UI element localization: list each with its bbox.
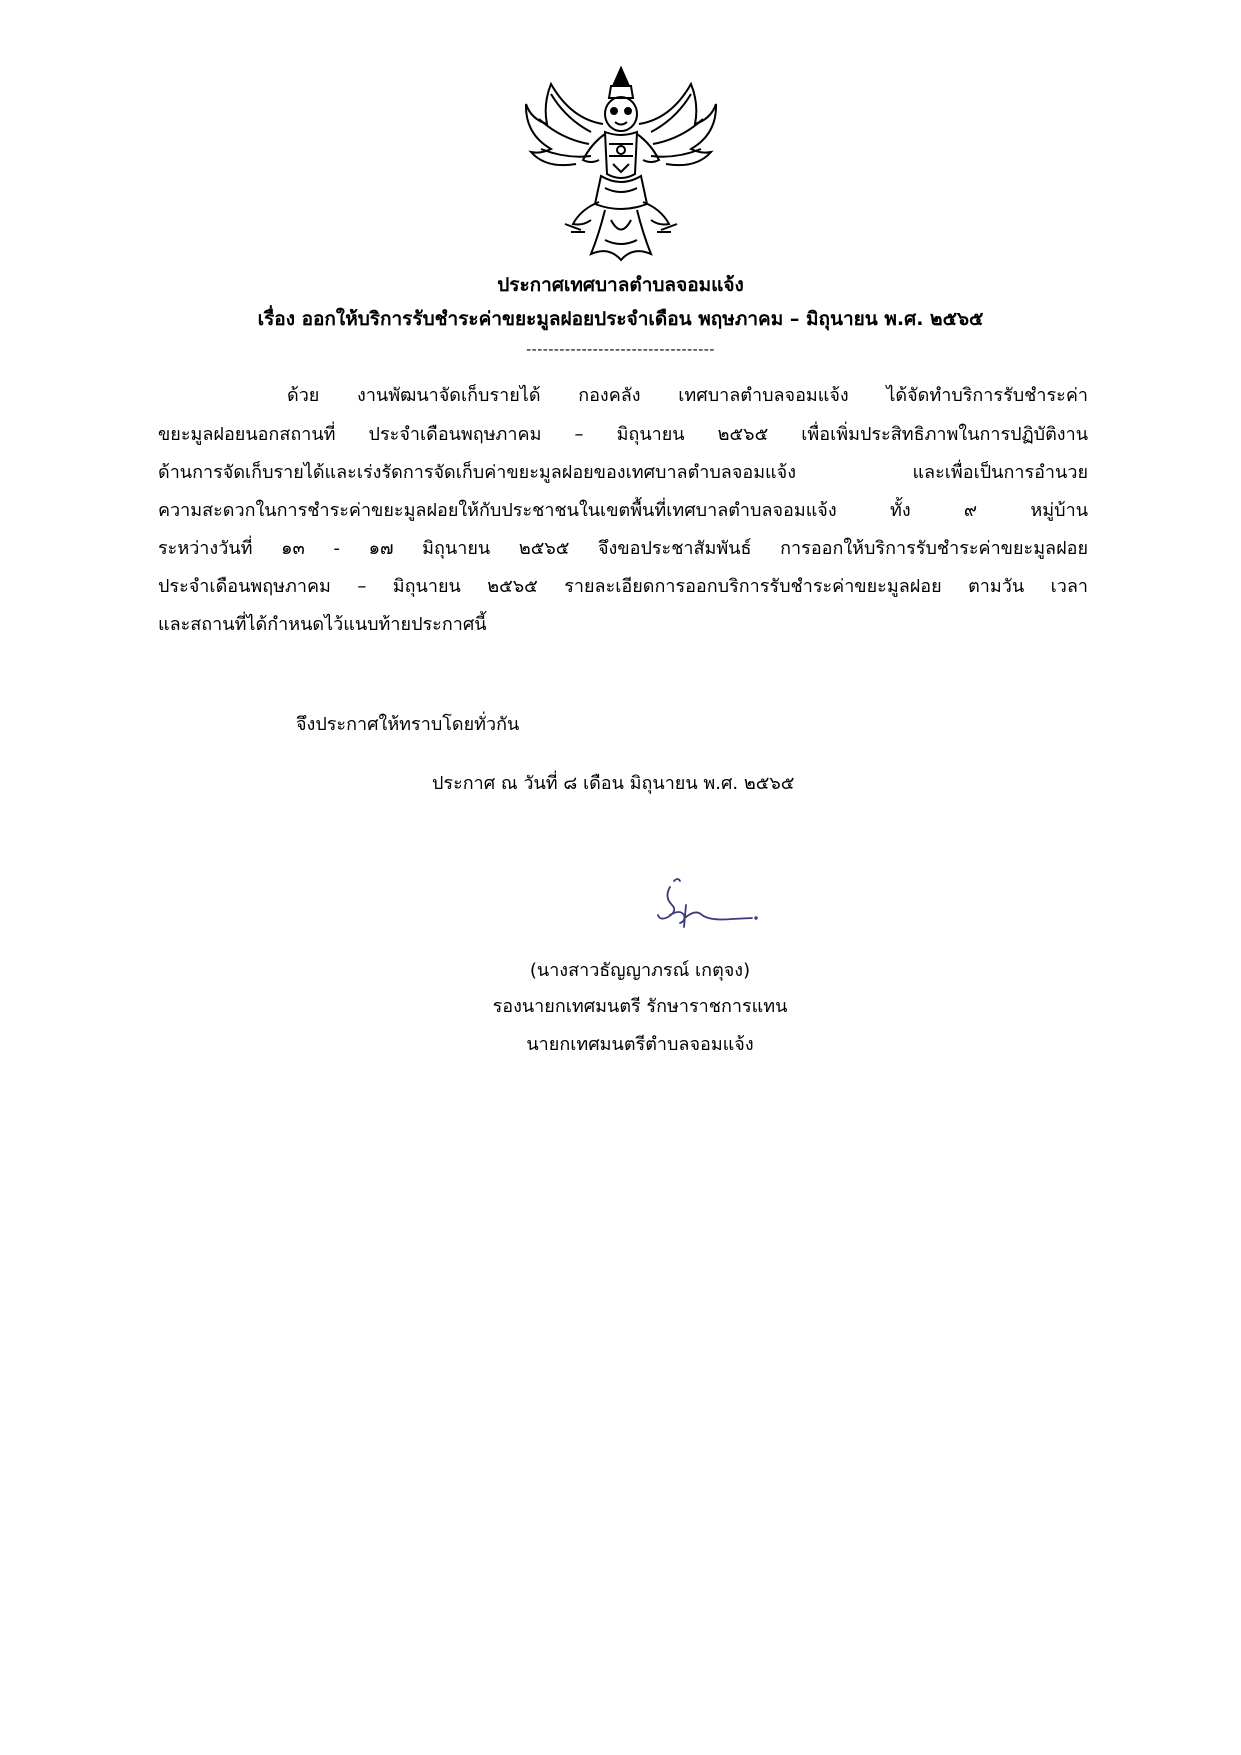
handwritten-signature [640,875,760,943]
announcement-text: จึงประกาศให้ทราบโดยทั่วกัน [296,714,520,735]
document-title: ประกาศเทศบาลตำบลจอมแจ้ง [497,274,744,296]
body-line: ความสะดวกในการชำระค่าขยะมูลฝอยให้กับประชาชนในเขตพื้นที่เทศบาลตำบลจอมแจ้ง ทั้ง ๙ หมู่บ้าน [158,500,1088,521]
garuda-emblem-icon [521,64,721,264]
body-line: ด้วย งานพัฒนาจัดเก็บรายได้ กองคลัง เทศบาลตำบลจอมแจ้ง ได้จัดทำบริการรับชำระค่า [287,385,1088,406]
signatory-name: (นางสาวธัญญาภรณ์ เกตุจง) [529,960,751,981]
announcement-date: ประกาศ ณ วันที่ ๘ เดือน มิถุนายน พ.ศ. ๒๕๖๕ [432,773,795,794]
body-line: ระหว่างวันที่ ๑๓ - ๑๗ มิถุนายน ๒๕๖๕ จึงขอประชาสัมพันธ์ การออกให้บริการรับชำระค่าขยะมูลฝอย [158,538,1088,559]
body-line: ขยะมูลฝอยนอกสถานที่ ประจำเดือนพฤษภาคม – มิถุนายน ๒๕๖๕ เพื่อเพิ่มประสิทธิภาพในการปฏิบัติงาน [158,424,1088,445]
signatory-position: รองนายกเทศมนตรี รักษาราชการแทน [492,996,788,1017]
body-line: ด้านการจัดเก็บรายได้และเร่งรัดการจัดเก็บค่าขยะมูลฝอยของเทศบาลตำบลจอมแจ้ง และเพื่อเป็นการอำนวย [158,462,1088,483]
document-subject: เรื่อง ออกให้บริการรับชำระค่าขยะมูลฝอยประจำเดือน พฤษภาคม – มิถุนายน พ.ศ. ๒๕๖๕ [257,308,984,330]
title-divider: ---------------------------------- [526,342,715,358]
body-line: ประจำเดือนพฤษภาคม – มิถุนายน ๒๕๖๕ รายละเอียดการออกบริการรับชำระค่าขยะมูลฝอย ตามวัน เวลา [158,576,1088,597]
signatory-position: นายกเทศมนตรีตำบลจอมแจ้ง [526,1034,754,1055]
body-line: และสถานที่ได้กำหนดไว้แนบท้ายประกาศนี้ [158,614,487,635]
